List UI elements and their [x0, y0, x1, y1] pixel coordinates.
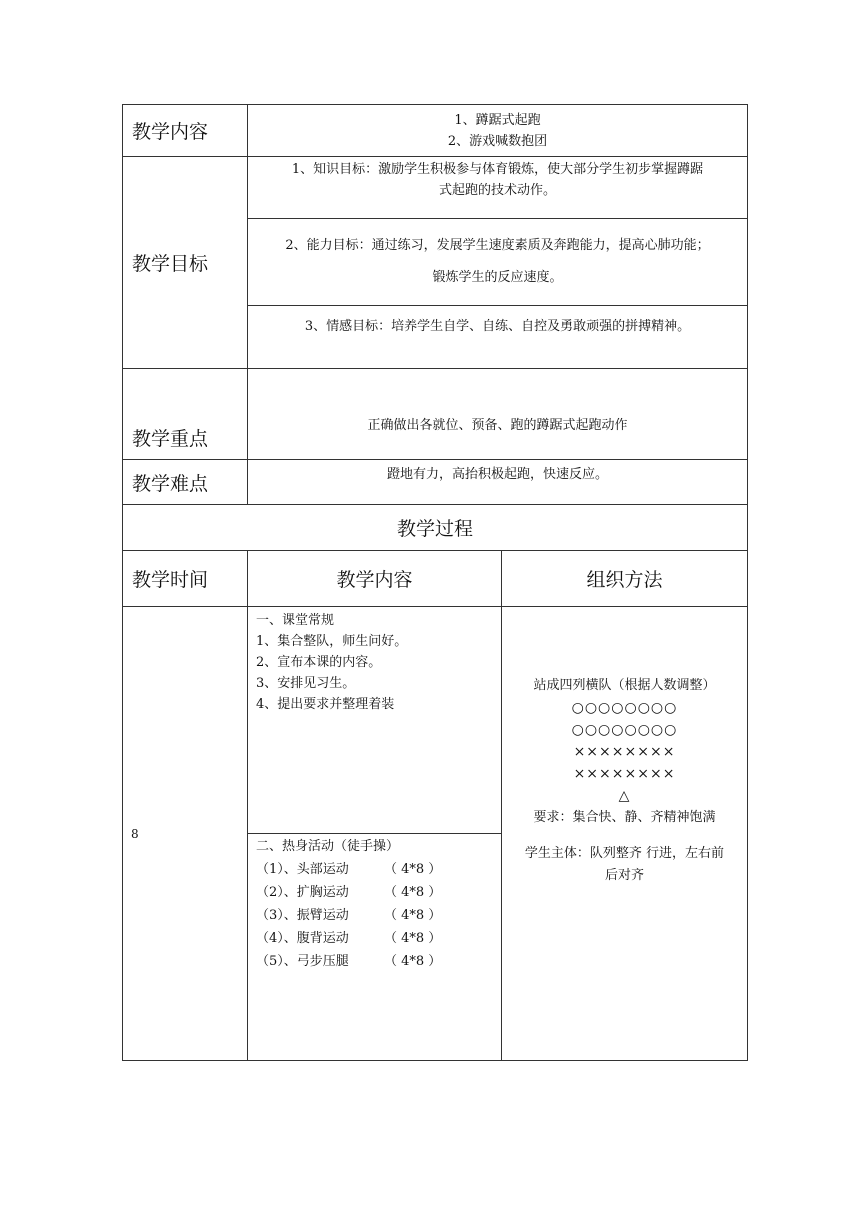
warmup-item-count: （ 4*8 ） — [384, 931, 442, 946]
content-row — [123, 105, 748, 157]
warmup-cell — [248, 834, 502, 1061]
key-label: 教学重点 — [123, 369, 248, 460]
lesson-plan-table — [122, 104, 748, 1061]
method-block — [502, 675, 747, 887]
content-label: 教学内容 — [123, 105, 248, 157]
goal-knowledge-row — [123, 157, 748, 219]
warmup-item — [256, 950, 501, 973]
goal-knowledge-line: 1、知识目标：激励学生积极参与体育锻炼，使大部分学生初步掌握蹲踞 — [291, 162, 704, 177]
formation-row: ○○○○○○○○ — [571, 700, 678, 716]
difficulty-label: 教学难点 — [123, 460, 248, 505]
warmup-item-count: （ 4*8 ） — [384, 908, 442, 923]
difficulty-text: 蹬地有力，高抬积极起跑，快速反应。 — [248, 460, 748, 505]
goal-knowledge — [248, 157, 748, 219]
key-row — [123, 369, 748, 460]
routine-item: 2、宣布本课的内容。 — [256, 655, 382, 670]
goal-label: 教学目标 — [123, 157, 248, 369]
goal-ability-line: 2、能力目标：通过练习，发展学生速度素质及奔跑能力，提高心肺功能； — [285, 238, 710, 253]
content-item: 2、游戏喊数抱团 — [447, 133, 548, 149]
warmup-item-count: （ 4*8 ） — [384, 862, 442, 877]
warmup-item-name: （1）、头部运动 — [256, 862, 349, 877]
routine-item: 4、提出要求并整理着装 — [256, 697, 395, 712]
warmup-item — [256, 904, 501, 927]
time-value: 8 — [123, 607, 248, 1061]
spacer — [502, 829, 747, 843]
goal-knowledge-line: 式起跑的技术动作。 — [438, 183, 556, 198]
goal-emotion: 3、情感目标：培养学生自学、自练、自控及勇敢顽强的拼搏精神。 — [248, 306, 748, 369]
warmup-item-name: （5）、弓步压腿 — [256, 954, 349, 969]
formation-row: ×××××××× — [573, 744, 676, 760]
process-title: 教学过程 — [123, 505, 748, 551]
teacher-marker: △ — [618, 788, 631, 804]
requirement-text: 要求：集合快、静、齐精神饱满 — [533, 810, 716, 825]
process-row-routine — [123, 607, 748, 834]
process-header-row — [123, 551, 748, 607]
routine-title: 一、课堂常规 — [256, 613, 335, 628]
content-items — [248, 105, 748, 157]
warmup-item — [256, 858, 501, 881]
warmup-item-count: （ 4*8 ） — [384, 885, 442, 900]
header-content: 教学内容 — [248, 551, 502, 607]
difficulty-row — [123, 460, 748, 505]
formation-title: 站成四列横队（根据人数调整） — [533, 678, 716, 693]
goal-ability — [248, 219, 748, 306]
header-method: 组织方法 — [502, 551, 748, 607]
formation-row: ○○○○○○○○ — [571, 722, 678, 738]
warmup-item-count: （ 4*8 ） — [384, 954, 442, 969]
warmup-title: 二、热身活动（徒手操） — [256, 839, 400, 854]
warmup-item — [256, 927, 501, 950]
formation-row: ×××××××× — [573, 766, 676, 782]
key-text: 正确做出各就位、预备、跑的蹲踞式起跑动作 — [248, 369, 748, 460]
student-text: 后对齐 — [604, 868, 644, 883]
warmup-item-name: （3）、振臂运动 — [256, 908, 349, 923]
routine-item: 1、集合整队，师生问好。 — [256, 634, 408, 649]
warmup-item — [256, 881, 501, 904]
content-item: 1、蹲踞式起跑 — [454, 112, 541, 128]
student-text: 学生主体：队列整齐 行进，左右前 — [524, 846, 725, 861]
header-time: 教学时间 — [123, 551, 248, 607]
warmup-item-name: （2）、扩胸运动 — [256, 885, 349, 900]
routine-cell — [248, 607, 502, 834]
warmup-item-name: （4）、腹背运动 — [256, 931, 349, 946]
routine-item: 3、安排见习生。 — [256, 676, 356, 691]
method-cell — [502, 607, 748, 1061]
process-title-row — [123, 505, 748, 551]
goal-ability-line: 锻炼学生的反应速度。 — [432, 270, 563, 285]
